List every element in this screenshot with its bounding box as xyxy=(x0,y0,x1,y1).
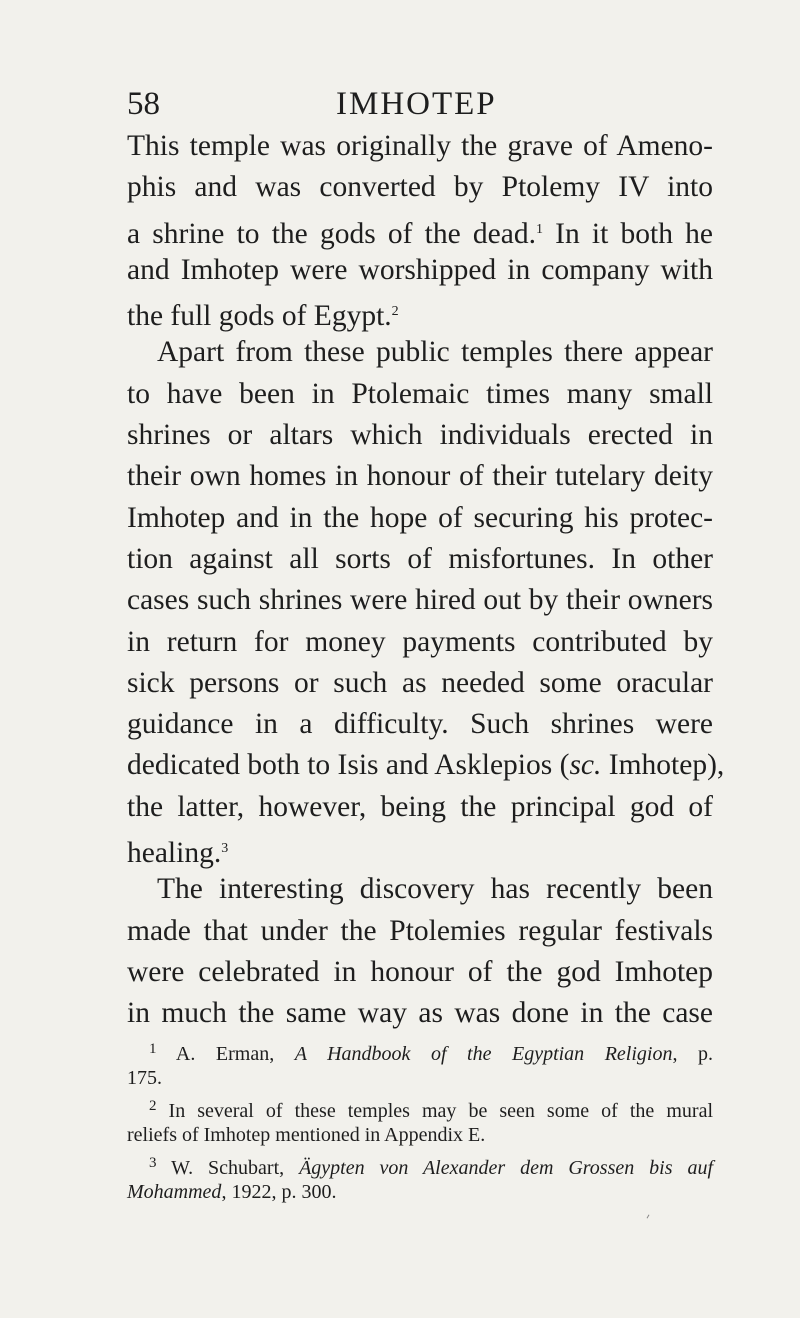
footnote-1: $^1$ A. Erman, A Handbook of the Egyptian Religion, p. xyxy=(149,1041,713,1065)
footnote-3-cont: Mohammed, 1922, p. 300. xyxy=(127,1180,337,1203)
body-text xyxy=(127,126,725,1035)
text-line: were celebrated in honour of the god Imhotep xyxy=(127,955,713,988)
text-line: to have been in Ptolemaic times many small xyxy=(127,377,713,410)
text-line: the full gods of Egypt.$^2$ xyxy=(127,300,399,333)
text-line: in much the same way as was done in the case xyxy=(127,997,713,1030)
text-line: Apart from these public temples there appear xyxy=(157,336,713,369)
footnote-1-cont: 175. xyxy=(127,1066,162,1089)
footnote-2-cont: reliefs of Imhotep mentioned in Appendix E. xyxy=(127,1123,486,1146)
footnote-ref: 1 xyxy=(535,221,543,237)
text-line: in return for money payments contributed by xyxy=(127,625,713,658)
footnote-ref: 2 xyxy=(391,304,399,320)
footnote-3: $^3$ W. Schubart, Ägypten von Alexander dem Grossen bis auf xyxy=(149,1155,713,1179)
text-line: tion against all sorts of misfortunes. In other xyxy=(127,542,713,575)
text-line: their own homes in honour of their tutelary deity xyxy=(127,460,713,493)
text-line: The interesting discovery has recently been xyxy=(157,873,713,906)
running-head: IMHOTEP xyxy=(336,86,497,122)
text-line: dedicated both to Isis and Asklepios (sc. Imhotep), xyxy=(127,749,725,782)
text-line: cases such shrines were hired out by their owners xyxy=(127,584,713,617)
text-line: and Imhotep were worshipped in company with xyxy=(127,253,713,286)
footnotes xyxy=(127,1035,713,1206)
text-line: a shrine to the gods of the dead.$^1$ In it both he xyxy=(127,217,713,250)
page-number: 58 xyxy=(127,86,160,122)
text-line: phis and was converted by Ptolemy IV into xyxy=(127,171,713,204)
stray-mark xyxy=(647,1215,650,1219)
text-line: the latter, however, being the principal god of xyxy=(127,790,713,823)
text-line: shrines or altars which individuals erected in xyxy=(127,419,713,452)
footnote-2: $^2$ In several of these temples may be seen some of the mural xyxy=(149,1098,713,1122)
page-header xyxy=(127,86,713,126)
text-line: Imhotep and in the hope of securing his protec- xyxy=(127,501,713,534)
footnote-ref: 3 xyxy=(221,841,229,857)
text-line: guidance in a difficulty. Such shrines were xyxy=(127,708,713,741)
text-line: healing.$^3$ xyxy=(127,837,229,870)
text-line: made that under the Ptolemies regular festivals xyxy=(127,914,713,947)
text-line: This temple was originally the grave of Ameno- xyxy=(127,130,713,162)
text-line: sick persons or such as needed some oracular xyxy=(127,666,713,699)
